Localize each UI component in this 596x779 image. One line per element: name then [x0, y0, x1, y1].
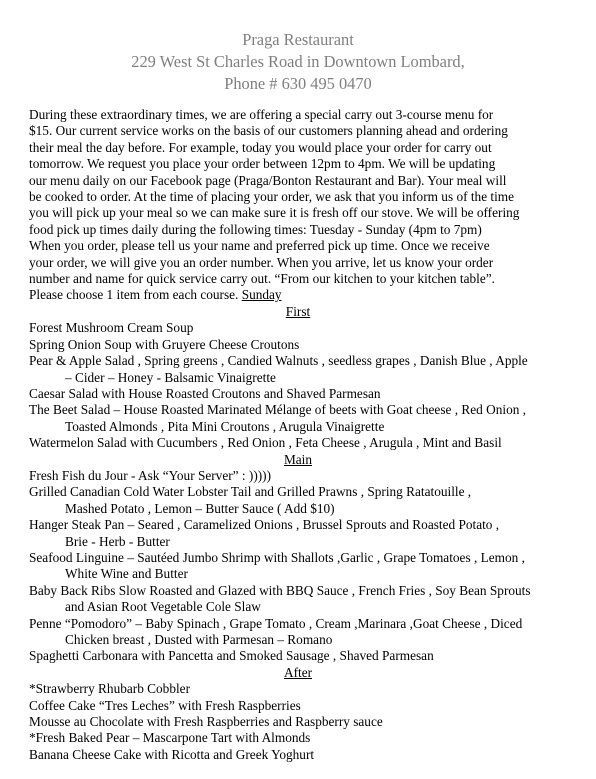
intro-line: number and name for quick service carry out. “From our kitchen to your kitchen table”.	[29, 271, 495, 287]
menu-item	[29, 484, 577, 517]
menu-item-text: *Strawberry Rhubarb Cobbler	[29, 681, 191, 697]
menu-item-text: Hanger Steak Pan – Seared , Caramelized Onions , Brussel Sprouts and Roasted Potato ,	[29, 517, 500, 533]
menu-item-text-cont: Mashed Potato , Lemon – Butter Sauce ( Add $10)	[65, 500, 335, 516]
restaurant-phone: Phone # 630 495 0470	[224, 74, 372, 93]
menu-item-text: Spring Onion Soup with Gruyere Cheese Croutons	[29, 336, 300, 352]
main-course-list	[29, 468, 577, 665]
menu-item	[29, 583, 577, 616]
intro-line: their meal the day before. For example, today you would place your order for carry out	[29, 139, 492, 155]
menu-item-text: Seafood Linguine – Sautéed Jumbo Shrimp with Shallots ,Garlic , Grape Tomatoes , Lemon ,	[29, 549, 525, 565]
section-title-main: Main	[283, 451, 313, 467]
menu-item-text: Fresh Fish du Jour - Ask “Your Server” : )))))	[29, 467, 272, 483]
menu-item-text-cont: White Wine and Butter	[65, 566, 188, 582]
menu-item-text: The Beet Salad – House Roasted Marinated Mélange of beets with Goat cheese , Red Onion ,	[29, 402, 527, 418]
intro-line: your order, we will give you an order number. When you arrive, let us know your order	[29, 254, 494, 270]
restaurant-header	[29, 0, 596, 95]
menu-item	[29, 698, 577, 714]
menu-item	[29, 468, 577, 484]
section-title-first: First	[285, 303, 311, 319]
first-course-list	[29, 320, 577, 451]
menu-item-text: Grilled Canadian Cold Water Lobster Tail and Grilled Prawns , Spring Ratatouille ,	[29, 484, 472, 500]
intro-line: you will pick up your meal so we can make sure it is fresh off our stove. We will be offering	[29, 205, 520, 221]
menu-item-text: Banana Cheese Cake with Ricotta and Greek Yoghurt	[29, 746, 315, 762]
menu-item	[29, 747, 577, 763]
menu-item-text-cont: Brie - Herb - Butter	[65, 533, 170, 549]
menu-item-text: Pear & Apple Salad , Spring greens , Candied Walnuts , seedless grapes , Danish Blue , Apple	[29, 353, 528, 369]
intro-line: During these extraordinary times, we are offering a special carry out 3-course menu for	[29, 107, 494, 122]
menu-item-text: Caesar Salad with House Roasted Croutons and Shaved Parmesan	[29, 385, 381, 401]
menu-item	[29, 435, 577, 451]
menu-item	[29, 320, 577, 336]
menu-item-text: Penne “Pomodoro” – Baby Spinach , Grape Tomato , Cream ,Marinara ,Goat Cheese , Diced	[29, 615, 523, 631]
menu-item-text-cont: and Asian Root Vegetable Cole Slaw	[65, 599, 261, 615]
menu-item	[29, 730, 577, 746]
menu-item-text: Mousse au Chocolate with Fresh Raspberries and Raspberry sauce	[29, 714, 383, 730]
menu-item-text: Spaghetti Carbonara with Pancetta and Smoked Sausage , Shaved Parmesan	[29, 648, 434, 664]
intro-line: food pick up times daily during the following times: Tuesday - Sunday (4pm to 7pm)	[29, 221, 482, 237]
menu-item-text: Coffee Cake “Tres Leches” with Fresh Raspberries	[29, 697, 301, 713]
menu-item-text: Forest Mushroom Cream Soup	[29, 320, 194, 336]
intro-line: When you order, please tell us your name and preferred pick up time. Once we receive	[29, 238, 490, 254]
menu-item-text: *Fresh Baked Pear – Mascarpone Tart with Almonds	[29, 730, 311, 746]
intro-line: our menu daily on our Facebook page (Praga/Bonton Restaurant and Bar). Your meal will	[29, 172, 507, 188]
menu-day: Sunday	[241, 287, 282, 303]
intro-line: be cooked to order. At the time of placing your order, we ask that you inform us of the time	[29, 189, 515, 205]
menu-item	[29, 681, 577, 697]
menu-item	[29, 517, 577, 550]
intro-line-text: Please choose 1 item from each course.	[29, 287, 239, 303]
intro-line: $15. Our current service works on the basis of our customers planning ahead and ordering	[29, 123, 508, 139]
menu-item-text-cont: Toasted Almonds , Pita Mini Croutons , Arugula Vinaigrette	[65, 418, 385, 434]
section-title-after: After	[283, 664, 313, 680]
restaurant-address: 229 West St Charles Road in Downtown Lombard,	[131, 52, 465, 71]
menu-item	[29, 714, 577, 730]
intro-line-last	[29, 287, 577, 303]
menu-item	[29, 616, 577, 649]
menu-item	[29, 550, 577, 583]
menu-item-text: Baby Back Ribs Slow Roasted and Glazed with BBQ Sauce , French Fries , Soy Bean Sprouts	[29, 582, 531, 598]
menu-item	[29, 648, 577, 664]
menu-item	[29, 353, 577, 386]
menu-item-text: Watermelon Salad with Cucumbers , Red Onion , Feta Cheese , Arugula , Mint and Basil	[29, 435, 502, 451]
intro-paragraph	[29, 107, 577, 304]
intro-line: tomorrow. We request you place your order between 12pm to 4pm. We will be updating	[29, 156, 496, 172]
restaurant-name: Praga Restaurant	[242, 30, 354, 49]
menu-item-text-cont: – Cider – Honey - Balsamic Vinaigrette	[65, 369, 276, 385]
menu-item	[29, 337, 577, 353]
dessert-course-list	[29, 681, 577, 763]
menu-item-text-cont: Chicken breast , Dusted with Parmesan – Romano	[65, 632, 333, 647]
menu-item	[29, 402, 577, 435]
menu-item	[29, 386, 577, 402]
